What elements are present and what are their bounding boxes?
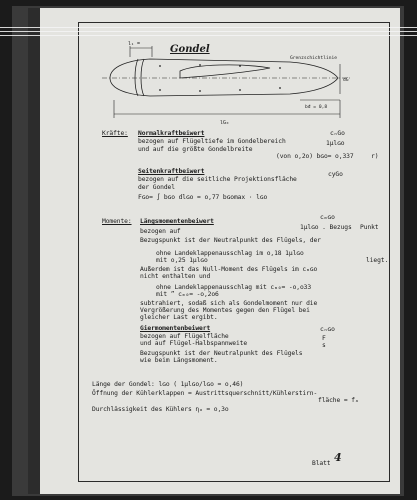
laengs-line11: gleicher Last ergibt. bbox=[140, 314, 218, 321]
seiten-heading: Seitenkraftbeiwert bbox=[138, 168, 205, 175]
laengs-line5: Außerdem ist das Null-Moment des Flügels im cₘɢo bbox=[140, 266, 318, 273]
laengs-line10: Vergrößerung des Momentes gegen den Flügel bei bbox=[140, 307, 310, 314]
footer-line2: Öffnung der Kühlerklappen = Austrittsquerschnitt/Kühlerstirn- bbox=[92, 390, 318, 397]
laengs-line1: bezogen auf bbox=[140, 228, 181, 235]
dim-label-right-dim: dG bbox=[343, 78, 349, 83]
nacelle-drawing bbox=[100, 38, 355, 128]
normal-line2: und auf die größte Gondelbreite bbox=[138, 146, 253, 153]
dim-label-bottom: lG₀ bbox=[220, 120, 230, 126]
page-title: Gondel bbox=[170, 44, 210, 55]
scan-artifact-line bbox=[0, 35, 417, 36]
laengs-line9: subtrahiert, sodaß sich als Gondelmoment nur die bbox=[140, 300, 318, 307]
footer-line1: Länge der Gondel: lɢo ( 1μlɢo/lɢo = o,46) bbox=[92, 381, 244, 388]
laengs-heading: Längsmomentenbeiwert bbox=[140, 218, 214, 225]
gier-heading: Giermomentenbeiwert bbox=[140, 325, 211, 332]
laengs-line4-right: liegt. bbox=[366, 257, 389, 264]
laengs-line6: nicht enthalten und bbox=[140, 273, 211, 280]
momente-label: Momente: bbox=[102, 218, 132, 225]
laengs-line1-tail: Punkt bbox=[360, 224, 379, 231]
footer-line4: Durchlässigkeit des Kühlers ηₐ = o,3o bbox=[92, 406, 229, 413]
page-number: 4 bbox=[334, 451, 342, 464]
laengs-line1-right: 1μlɢo . Bezugs bbox=[300, 224, 352, 231]
scan-artifact-line bbox=[0, 27, 417, 28]
scan-artifact-line bbox=[0, 31, 417, 32]
gier-line4: wie beim Längsmoment. bbox=[140, 357, 218, 364]
seiten-line2: der Gondel bbox=[138, 184, 175, 191]
binder-strip bbox=[28, 8, 40, 494]
normal-heading: Normalkraftbeiwert bbox=[138, 130, 205, 137]
gier-line1: bezogen auf Flügelfläche bbox=[140, 333, 229, 340]
gier-line2: und auf Flügel-Halbspannweite bbox=[140, 340, 248, 347]
footer-line3: fläche = fₐ bbox=[318, 397, 359, 404]
dim-label-right: Grenzschichtlinie bbox=[290, 56, 338, 61]
gier-symbol: cₙɢo bbox=[320, 326, 335, 333]
laengs-line4: mit o,25 1μlɢo bbox=[156, 257, 208, 264]
seiten-formula: Fɢo= ∫ bɢo dlɢo = o,77 bɢomax · lɢo bbox=[138, 194, 268, 201]
dim-label-top: l₁ = bbox=[128, 41, 141, 47]
kraefte-label: Kräfte: bbox=[102, 130, 128, 137]
laengs-line3: ohne Landeklappenausschlag im o,18 1μlɢo bbox=[156, 250, 304, 257]
laengs-symbol: cₘɢo bbox=[320, 214, 335, 221]
laengs-line7: ohne Landeklappenausschlag mit cₘ₀= -o,o33 bbox=[156, 284, 312, 291]
laengs-line8: mit ” cₘ₀= -o,2o6 bbox=[156, 291, 219, 298]
laengs-line2: Bezugspunkt ist der Neutralpunkt des Flügels, der bbox=[140, 237, 321, 244]
normal-line2-tail: r) bbox=[371, 153, 379, 160]
seiten-symbol: cуGo bbox=[328, 171, 343, 178]
gier-line3: Bezugspunkt ist der Neutralpunkt des Flügels bbox=[140, 350, 303, 357]
normal-line1-right: 1μlɢo bbox=[326, 140, 345, 147]
seiten-line1: bezogen auf die seitliche Projektionsfläche bbox=[138, 176, 297, 183]
normal-symbol: cₙGo bbox=[330, 130, 345, 137]
dim-label-bottom-right: bđ = 0,8 bbox=[305, 105, 328, 110]
gier-line1-right: F bbox=[322, 335, 326, 342]
normal-line1: bezogen auf Flügeltiefe im Gondelbereich bbox=[138, 138, 286, 145]
gier-line2-right: s bbox=[322, 342, 326, 349]
normal-line2-right: (von o,2o) bɢo= o,337 bbox=[276, 153, 354, 160]
page-number-prefix: Blatt bbox=[312, 460, 331, 467]
